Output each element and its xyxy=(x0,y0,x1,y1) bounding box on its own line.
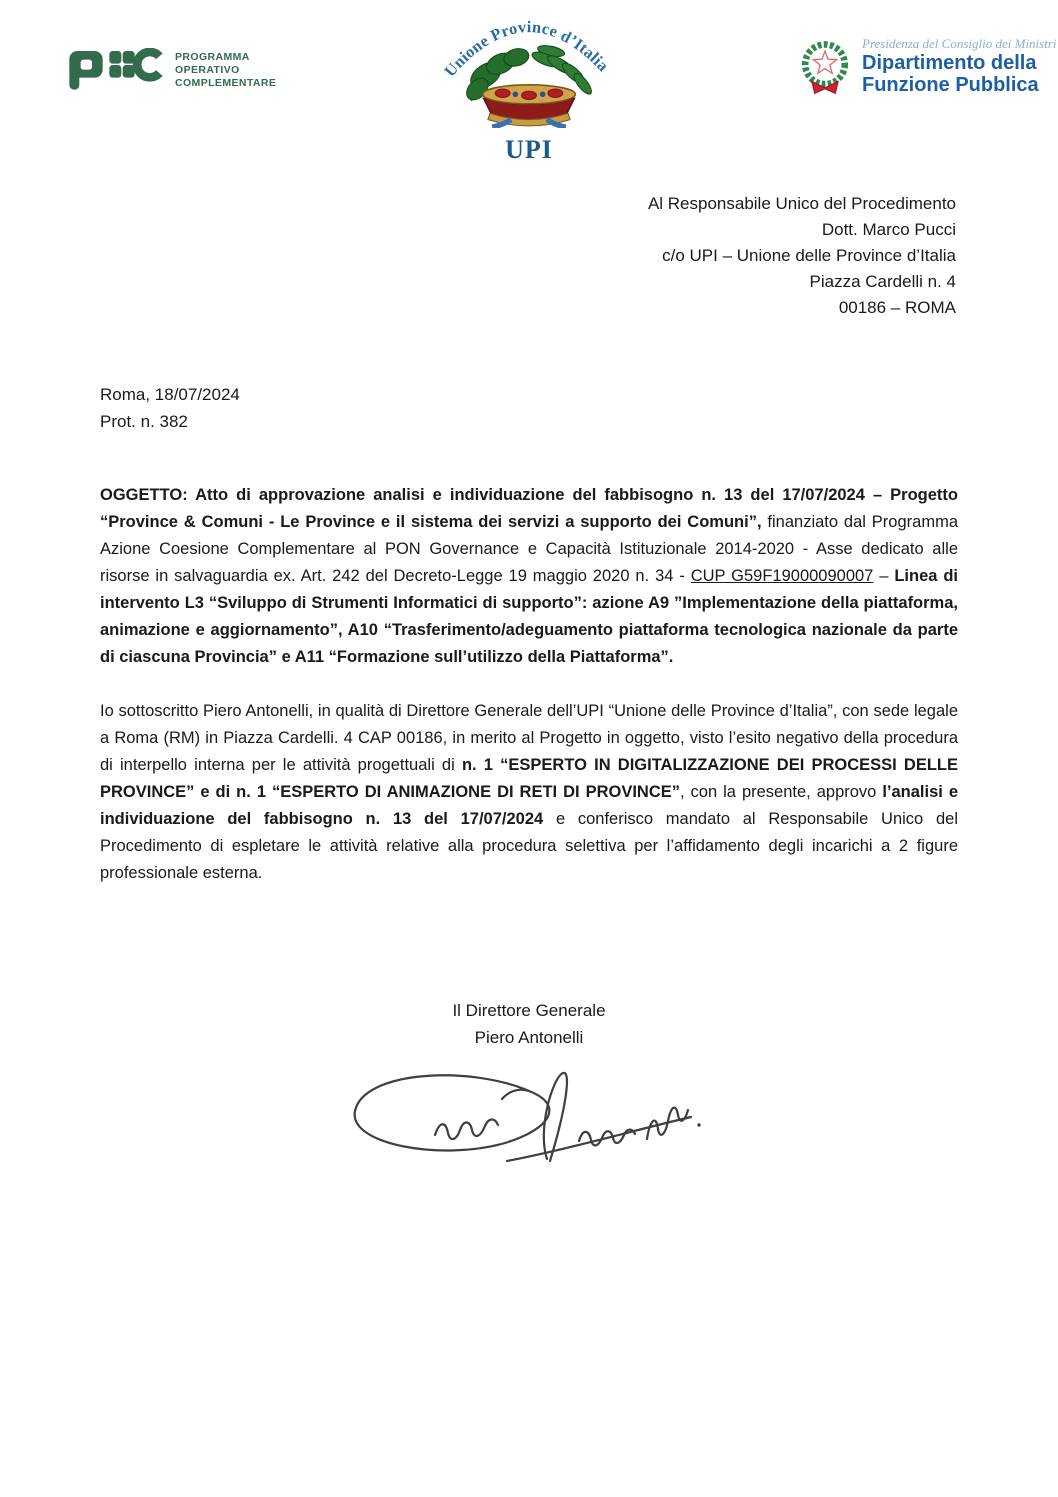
poc-logo xyxy=(68,48,276,90)
text-run: CUP G59F19000090007 xyxy=(690,567,874,585)
poc-logo-text xyxy=(175,48,276,90)
upi-caption: UPI xyxy=(505,135,553,164)
recipient-line: 00186 – ROMA xyxy=(838,298,956,317)
italy-emblem-icon xyxy=(796,36,854,102)
poc-logo-icon xyxy=(68,48,168,90)
text-run: , con la presente, approvo xyxy=(680,783,883,801)
text-run: OGGETTO: Atto di approvazione analisi e individuazione del fabbisogno n. 13 del 17/07/2024 – Progetto “Province & Comuni - Le Province e il sistema dei servizi a supporto dei Comuni”, xyxy=(100,486,958,531)
text-run: – xyxy=(873,567,895,585)
recipient-block xyxy=(0,191,1058,321)
dfp-logo-text xyxy=(862,36,1057,96)
body-paragraph xyxy=(100,698,958,887)
signer-role: Il Direttore Generale xyxy=(452,1001,606,1020)
dfp-logo xyxy=(796,36,1057,102)
text-run: finanziato dal Programma Azione Coesione Complementare al PON Governance e Capacità Istituzionale 2014-2020 - Asse dedicato alle risorse in salvaguardia ex. Art. 242 del Decreto-Legge 19 maggio 2020 n. 34 - xyxy=(100,513,958,585)
recipient-line: Piazza Cardelli n. 4 xyxy=(809,272,956,291)
dfp-script-line: Presidenza del Consiglio dei Ministri xyxy=(862,36,1057,51)
subject-paragraph xyxy=(100,482,958,671)
date-line: Roma, 18/07/2024 xyxy=(100,385,240,404)
upi-crown-icon xyxy=(439,10,619,128)
text-run: Linea di intervento L3 “Sviluppo di Strumenti Informatici di supporto”: azione A9 ”Implementazione della piattaforma, animazione e aggiornamento”, A10 “Trasferimento/adeguamento piattaforma tecnologica nazionale da parte di ciascuna Provincia” e A11 “Formazione sull’utilizzo della Piattaforma”. xyxy=(100,567,958,666)
poc-line-3: COMPLEMENTARE xyxy=(175,77,277,89)
dfp-title-line-2: Funzione Pubblica xyxy=(862,74,1039,96)
recipient-line: Al Responsabile Unico del Procedimento xyxy=(647,194,956,213)
recipient-line: c/o UPI – Unione delle Province d’Italia xyxy=(662,246,956,265)
poc-line-2: OPERATIVO xyxy=(175,64,240,76)
signature-wrap xyxy=(0,1061,1058,1184)
svg-text:Unione Province d’Italia: Unione Province d’Italia xyxy=(440,17,613,81)
dateline-block xyxy=(0,381,1058,435)
upi-logo xyxy=(434,10,624,165)
poc-line-1: PROGRAMMA xyxy=(175,51,250,63)
text-run: Io sottoscritto Piero Antonelli, in qualità di Direttore Generale dell’UPI “Unione delle Province d’Italia”, con sede legale a Roma (RM) in Piazza Cardelli. 4 CAP 00186, in merito al Progetto in oggetto, visto l’esito negativo della procedura di interpello interna per le attività progettuali di xyxy=(100,702,958,774)
recipient-line: Dott. Marco Pucci xyxy=(821,220,956,239)
signature-block xyxy=(0,997,1058,1184)
signature-image xyxy=(339,1061,719,1176)
protocol-line: Prot. n. 382 xyxy=(100,412,188,431)
signer-name: Piero Antonelli xyxy=(474,1028,584,1047)
text-run: l’analisi e individuazione del fabbisogno n. 13 del 17/07/2024 xyxy=(100,783,958,828)
text-run: e conferisco mandato al Responsabile Unico del Procedimento di espletare le attività relative alla procedura selettiva per l’affidamento degli incarichi a 2 figure professionale esterna. xyxy=(100,810,958,882)
dfp-title-line-1: Dipartimento della xyxy=(862,52,1037,74)
letterhead xyxy=(0,0,1058,165)
text-run: n. 1 “ESPERTO IN DIGITALIZZAZIONE DEI PROCESSI DELLE PROVINCE” e di n. 1 “ESPERTO DI ANIMAZIONE DI RETI DI PROVINCE” xyxy=(100,756,959,801)
